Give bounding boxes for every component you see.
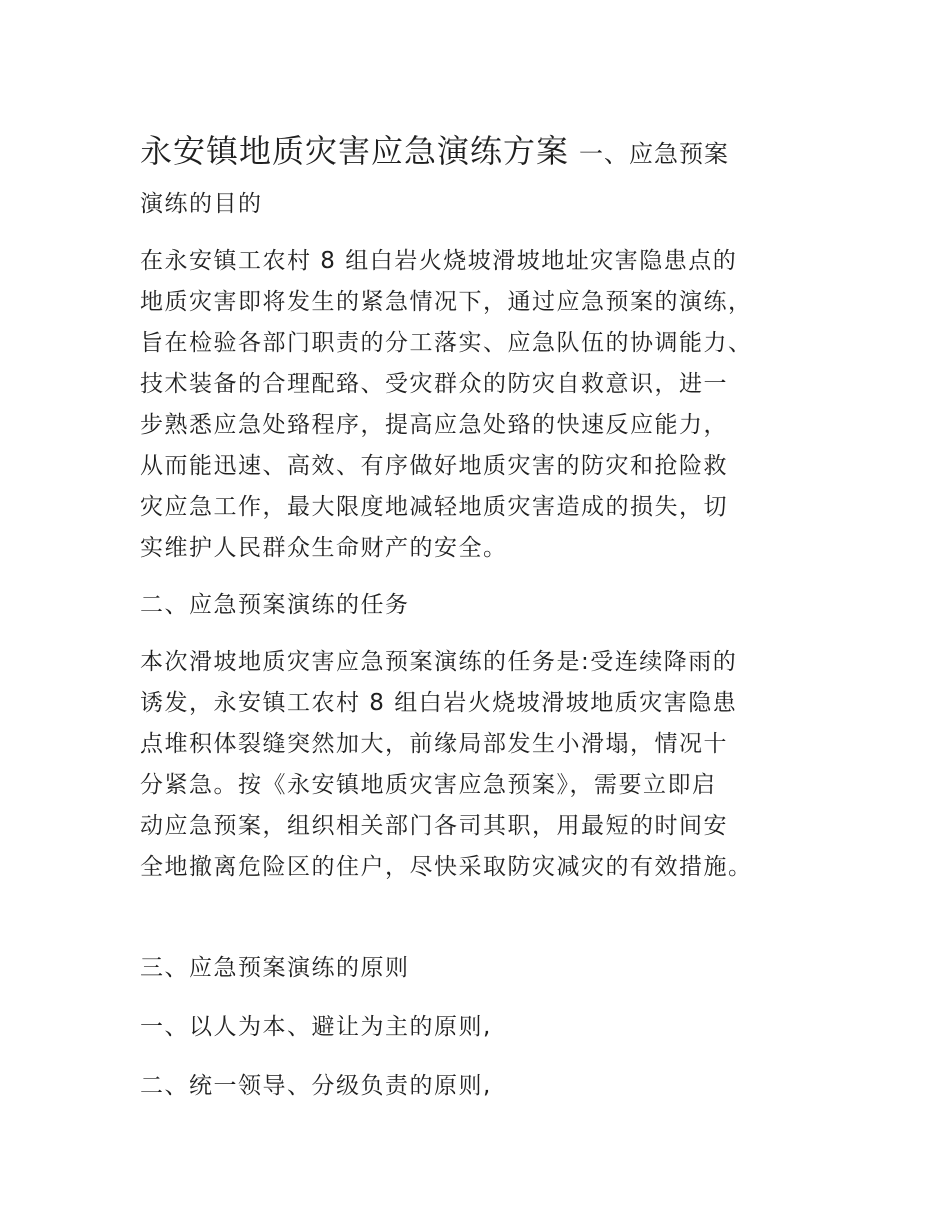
text-line: 地质灾害即将发生的紧急情况下，通过应急预案的演练， xyxy=(140,289,753,315)
principle-item: 一、以人为本、避让为主的原则, xyxy=(140,1014,492,1040)
text-line: 灾应急工作，最大限度地减轻地质灾害造成的损失，切 xyxy=(140,494,728,520)
paragraph-task xyxy=(140,642,812,888)
section2-heading: 二、应急预案演练的任务 xyxy=(140,592,410,618)
text-line: 点堆积体裂缝突然加大，前缘局部发生小滑塌，情况十 xyxy=(140,731,728,757)
text-line: 旨在检验各部门职责的分工落实、应急队伍的协调能力、 xyxy=(140,330,753,356)
text-line: 实维护人民群众生命财产的安全。 xyxy=(140,535,508,561)
text-line: 技术装备的合理配臵、受灾群众的防灾自救意识，进一 xyxy=(140,371,728,397)
document-page xyxy=(140,122,812,1107)
title-line xyxy=(140,122,812,180)
text-line: 诱发，永安镇工农村 8 组白岩火烧坡滑坡地质灾害隐患 xyxy=(140,690,738,716)
text-line: 从而能迅速、高效、有序做好地质灾害的防灾和抢险救 xyxy=(140,453,728,479)
principle-item: 二、统一领导、分级负责的原则, xyxy=(140,1073,492,1099)
text-line: 动应急预案，组织相关部门各司其职，用最短的时间安 xyxy=(140,813,728,839)
text-line: 在永安镇工农村 8 组白岩火烧坡滑坡地址灾害隐患点的 xyxy=(140,248,738,274)
paragraph-purpose xyxy=(140,241,812,569)
text-line: 本次滑坡地质灾害应急预案演练的任务是:受连续降雨的 xyxy=(140,649,738,675)
section3-heading: 三、应急预案演练的原则 xyxy=(140,955,410,981)
section1-heading-start: 一、应急预案 xyxy=(579,140,730,168)
text-line: 步熟悉应急处臵程序，提高应急处臵的快速反应能力， xyxy=(140,412,728,438)
section1-heading-continued: 演练的目的 xyxy=(140,191,263,217)
text-line: 全地撤离危险区的住户，尽快采取防灾减灾的有效措施。 xyxy=(140,854,753,880)
text-line: 分紧急。按《永安镇地质灾害应急预案》，需要立即启 xyxy=(140,772,717,798)
document-title: 永安镇地质灾害应急演练方案 xyxy=(140,132,570,170)
